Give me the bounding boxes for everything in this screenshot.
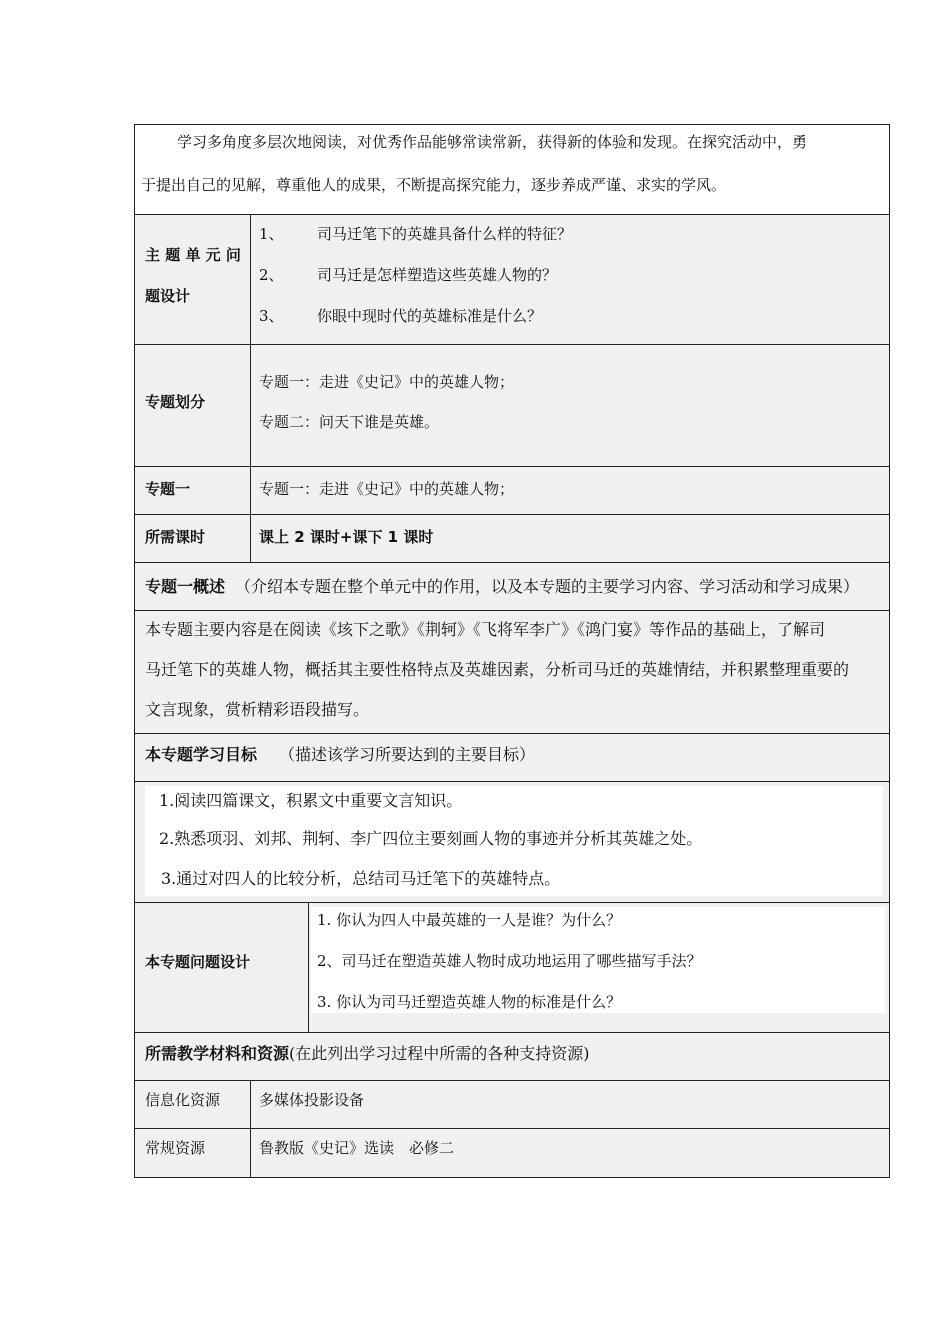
goal-2: 2.熟悉项羽、刘邦、荆轲、李广四位主要刻画人物的事迹并分析其英雄之处。 [159,829,703,848]
topic-division-item-1: 专题一：走进《史记》中的英雄人物； [259,373,515,391]
topic-division-item-2: 专题二：问天下谁是英雄。 [259,413,440,431]
materials-info-label: 信息化资源 [135,1081,251,1128]
materials-row-info [134,1081,890,1129]
unit-question-3: 3、 你眼中现时代的英雄标准是什么？ [259,307,543,325]
goal-3: 3.通过对四人的比较分析，总结司马迁笔下的英雄特点。 [161,869,561,888]
unit-question-1: 1、 司马迁笔下的英雄具备什么样的特征？ [259,225,573,243]
materials-info-content: 多媒体投影设备 [259,1091,365,1109]
overview-header-row [134,563,890,611]
class-hours-label: 所需课时 [135,515,251,562]
topic-division-content [251,345,889,466]
overview-body-row [134,611,890,734]
materials-header: 所需教学材料和资源(在此列出学习过程中所需的各种支持资源) [145,1044,590,1063]
class-hours-content: 课上 2 课时+课下 1 课时 [259,528,434,546]
unit-question-2: 2、 司马迁是怎样塑造这些英雄人物的？ [259,266,558,284]
intro-line-1: 学习多角度多层次地阅读，对优秀作品能够常读常新，获得新的体验和发现。在探究活动中，勇 [177,133,808,151]
materials-header-row [134,1033,890,1081]
materials-regular-content: 鲁教版《史记》选读 必修二 [259,1139,455,1157]
overview-header: 专题一概述 （介绍本专题在整个单元中的作用，以及本专题的主要学习内容、学习活动和学习成果） [145,577,860,596]
topic-one-label: 专题一 [135,467,251,514]
unit-questions-label-2: 题设计 [145,287,191,305]
goals-header: 本专题学习目标 （描述该学习所要达到的主要目标） [145,745,536,764]
topic-questions-content [309,903,889,1032]
topic-division-label: 专题划分 [135,345,251,466]
overview-line-3: 文言现象，赏析精彩语段描写。 [145,700,370,719]
unit-questions-label-1: 主 题 单 元 问 [145,246,241,264]
goal-1: 1.阅读四篇课文，积累文中重要文言知识。 [159,791,463,810]
overview-line-2: 马迁笔下的英雄人物，概括其主要性格特点及英雄因素，分析司马迁的英雄情结，并积累整理重要的 [145,660,850,679]
materials-regular-label: 常规资源 [135,1129,251,1177]
lesson-plan-table [134,124,890,1178]
unit-questions-row [134,215,890,345]
overview-line-1: 本专题主要内容是在阅读《垓下之歌》《荆轲》《飞将军李广》《鸿门宴》等作品的基础上，了解司 [145,620,826,639]
topic-questions-row [134,903,890,1033]
intro-line-2: 于提出自己的见解，尊重他人的成果，不断提高探究能力，逐步养成严谨、求实的学风。 [141,176,727,194]
unit-questions-content [251,215,889,344]
goals-header-row [134,734,890,782]
topic-division-row [134,345,890,467]
class-hours-row [134,515,890,563]
topic-one-row [134,467,890,515]
unit-questions-label [135,215,251,344]
topic-question-3: 3. 你认为司马迁塑造英雄人物的标准是什么？ [317,993,622,1011]
topic-question-2: 2、司马迁在塑造英雄人物时成功地运用了哪些描写手法？ [317,952,702,970]
topic-one-content: 专题一：走进《史记》中的英雄人物； [259,480,515,498]
goals-body-row [134,782,890,903]
materials-row-regular [134,1129,890,1178]
intro-row [134,124,890,215]
topic-question-1: 1. 你认为四人中最英雄的一人是谁？为什么？ [317,911,622,929]
topic-questions-label: 本专题问题设计 [135,903,309,1032]
